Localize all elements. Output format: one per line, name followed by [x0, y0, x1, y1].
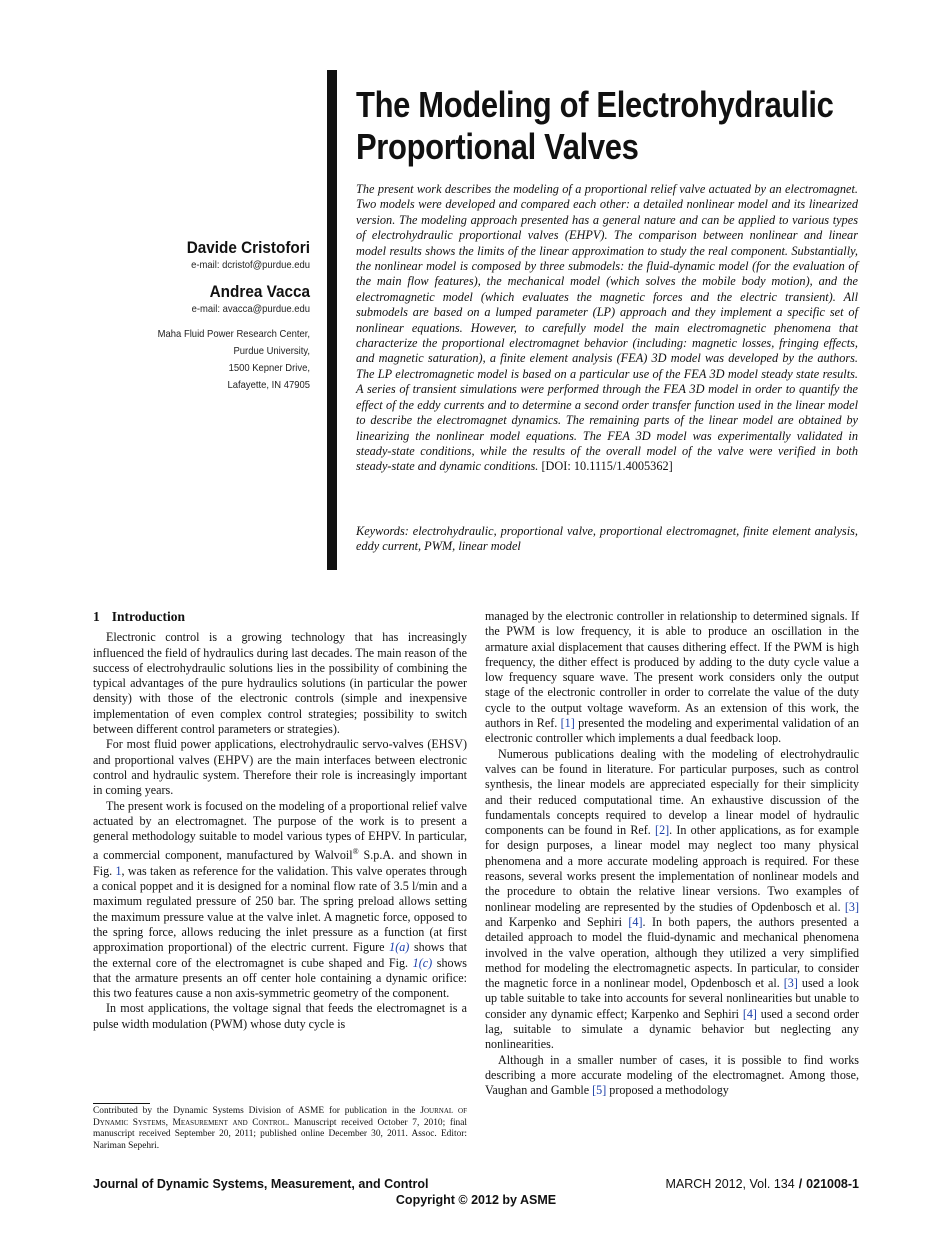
section-number: 1 [93, 609, 100, 624]
figure-link[interactable]: 1(a) [389, 940, 410, 955]
issue-text: MARCH 2012, Vol. 134 [665, 1177, 795, 1191]
email-address[interactable]: avacca@purdue.edu [222, 303, 310, 315]
paragraph: In most applications, the voltage signal that feeds the electromagnet is a pulse width modulation (PWM) whose duty cycle is [93, 1001, 467, 1031]
citation-link[interactable]: [1] [560, 716, 575, 731]
right-column [485, 609, 859, 1099]
journal-name: Journal of Dynamic Systems, Measurement and Control [93, 1106, 467, 1128]
section-title: Introduction [111, 609, 186, 624]
paragraph [93, 799, 467, 1002]
affiliation-line: 1500 Kepner Drive, [228, 362, 310, 374]
title-line-2: Proportional Valves [356, 126, 639, 167]
email-label: e-mail: [191, 303, 221, 315]
footnote-rule [93, 1103, 150, 1104]
paragraph: Electronic control is a growing technology that has increasingly influenced the field of hydraulics during last decades. The main reason of the success of electrohydraulic solutions lies in the possibility of combining the typical advantages of the pure hydraulics solutions (in particular the power density) with those of the electronic controls (simple and inexpensive implementation of even complex control strategies; possibility to switch between different control parameters or strategies). [93, 630, 467, 737]
registered-mark: ® [352, 847, 359, 857]
footer-issue [665, 1177, 859, 1191]
text-run: The present work is focused on the modeling of a proportional relief valve actuated by an electromagnet. The purpose of the work is to present a general methodology suitable to model various types of EHPV. In particular, a commercial component, manufactured by Walvoil [93, 798, 467, 863]
text-run: . Manuscript received October 7, 2010; final manuscript received September 20, 2011; published online December 30, 2011. Assoc. Editor: Nariman Sepehri. [93, 1117, 467, 1151]
email-address[interactable]: dcristof@purdue.edu [222, 259, 310, 271]
text-run: . In other applications, as for example for design purposes, a linear model may neglect too many physical phenomena and a more accurate modeling approach is required. For these reasons, several works present the implementation of nonlinear models and the procedure to obtain the relative linear versions. Two examples of nonlinear modeling are represented by the studies of Opdenbosch et al. [485, 823, 859, 914]
text-run: shows that the armature presents an off center hole containing a dynamic orifice: this two features cause a non axis-symmetric geometry of the component. [93, 955, 468, 1001]
text-run: S.p.A. and shown in Fig. [93, 848, 468, 878]
author-name: Davide Cristofori [186, 238, 310, 257]
separator: / [798, 1177, 803, 1191]
figure-link[interactable]: 1(c) [412, 955, 433, 970]
paragraph [485, 1053, 859, 1099]
paragraph [485, 609, 859, 747]
title-line-1: The Modeling of Electrohydraulic [356, 84, 834, 125]
text-run: , was taken as reference for the validation. This valve operates through a conical poppet and it is designed for a nominal flow rate of 3.5 l/min and a maximum regulated pressure of 250 bar. The spring preload allows setting the maximum pressure value at the valve inlet. A magnetic force, opposed to the spring force, allows reducing the inlet pressure as a function (at first approximation proportional) of the electric current. Figure [93, 863, 467, 955]
citation-link[interactable]: [2] [655, 823, 670, 838]
citation-link[interactable]: [5] [592, 1083, 607, 1098]
section-heading [93, 609, 467, 624]
title-bar [327, 70, 337, 570]
abstract [356, 182, 858, 475]
author-email[interactable] [139, 302, 310, 316]
paragraph: For most fluid power applications, electrohydraulic servo-valves (EHSV) and proportional valves (EHPV) are the main interfaces between electronic control and hydraulic system. Therefore their role is increasingly important in coming years. [93, 737, 467, 798]
text-run: shows that the external core of the electromagnet is cube shaped and Fig. [93, 940, 468, 970]
author-email[interactable] [139, 258, 310, 272]
keywords: Keywords: electrohydraulic, proportional valve, proportional electromagnet, finite element analysis, eddy current, PWM, linear model [356, 524, 858, 554]
left-column [93, 609, 467, 1032]
text-run: Numerous publications dealing with the modeling of electrohydraulic valves can be found in literature. For particular purposes, such as control synthesis, the linear models are appreciated especially for their simplicity and their reduced computational time. An exhaustive discussion of the fundamentals concepts required to develop a linear model of hydraulic components can be found in Ref. [485, 746, 859, 838]
figure-link[interactable]: 1 [115, 863, 122, 878]
citation-link[interactable]: [3] [783, 976, 798, 991]
paragraph [485, 747, 859, 1053]
doi[interactable]: [DOI: 10.1115/1.4005362] [541, 459, 673, 474]
abstract-text: The present work describes the modeling of a proportional relief valve actuated by an electromagnet. Two models were developed and compared each other: a detailed nonlinear model and its linearized version. The modeling approach presented has a general nature and can be applied to various types of electrohydraulic proportional valves (EHPV). The comparison between nonlinear and linear model results shows the limits of the linear approximation to study the real component. Substantially, the nonlinear model is composed by three submodels: the fluid-dynamic model (for the evaluation of the main flow features), the mechanical model (which solves the mobile body motion), and the electromagnetic model (which evaluates the magnetic forces and the electric transient). All submodels are based on a lumped parameter (LP) approach and they implement a specific set of nonlinear equations. However, to carefully model the main electromagnetic phenomena that characterize the proportional electromagnet behavior (including: magnetic losses, fringing effects, and magnetic saturation), a finite element analysis (FEA) 3D model was developed by the authors. The LP electromagnetic model is based on a particular use of the FEA 3D model steady state results. A series of transient simulations were performed through the FEA 3D model in order to quantify the effect of the eddy currents and to determine a second order transfer function used in the linear model to describe the electromagnet dynamics. The remaining parts of the linear model are obtained by linearizing the nonlinear model equations. The FEA 3D model was experimentally validated in steady-state conditions, while the results of the overall model of the valve were verified in both steady-state and dynamic conditions. [356, 182, 858, 474]
text-run: . In both papers, the authors presented a detailed approach to model the fluid-dynamic and mechanical phenomena involved in the valve operation, although they utilized a very simplified method for modeling the electromagnetic aspects. In particular, to consider the magnetic force in a nonlinear model, Opdenbosch et al. [485, 914, 859, 991]
author-name: Andrea Vacca [209, 282, 310, 301]
footer-journal: Journal of Dynamic Systems, Measurement, and Control [93, 1177, 429, 1191]
text-run: proposed a methodology [606, 1083, 729, 1098]
affiliation [120, 326, 310, 394]
affiliation-line: Maha Fluid Power Research Center, [157, 328, 310, 340]
text-run: Although in a smaller number of cases, it is possible to find works describing a more accurate modeling of the electromagnet. Among those, Vaughan and Gamble [485, 1052, 859, 1098]
citation-link[interactable]: [3] [844, 899, 859, 914]
footnote [93, 1106, 467, 1152]
citation-link[interactable]: [4] [628, 914, 643, 929]
citation-link[interactable]: [4] [742, 1006, 757, 1021]
author-block [120, 238, 310, 394]
text-run: used a look up table suitable to take into accounts for several nonlinearities but unable to consider any dynamic effect; Karpenko and Sephiri [485, 976, 859, 1021]
text-run: presented the modeling and experimental validation of an electronic controller which implements a dual feedback loop. [485, 716, 860, 746]
email-label: e-mail: [191, 259, 220, 271]
page-number: 021008-1 [806, 1177, 859, 1191]
footer-copyright: Copyright © 2012 by ASME [395, 1193, 557, 1207]
affiliation-line: Lafayette, IN 47905 [227, 379, 310, 391]
text-run: and Karpenko and Sephiri [485, 914, 629, 929]
text-run: Contributed by the Dynamic Systems Division of ASME for publication in the [93, 1106, 421, 1116]
affiliation-line: Purdue University, [233, 345, 310, 357]
text-run: managed by the electronic controller in relationship to determined signals. If the PWM is low frequency, it is able to produce an oscillation in the armature axial displacement that causes dithering effect. If the PWM is high frequency, the dither effect is produced by adding to the duty cycle value a low frequency square wave. The present work considers only the output stage of the electronic controller in order to correlate the value of the duty cycle to the output voltage waveform. As an extension of this work, the authors in Ref. [485, 609, 859, 731]
text-run: used a second order lag, suitable to simulate a dynamic behavior but neglecting any nonlinearities. [485, 1006, 860, 1052]
paper-title [356, 84, 838, 168]
